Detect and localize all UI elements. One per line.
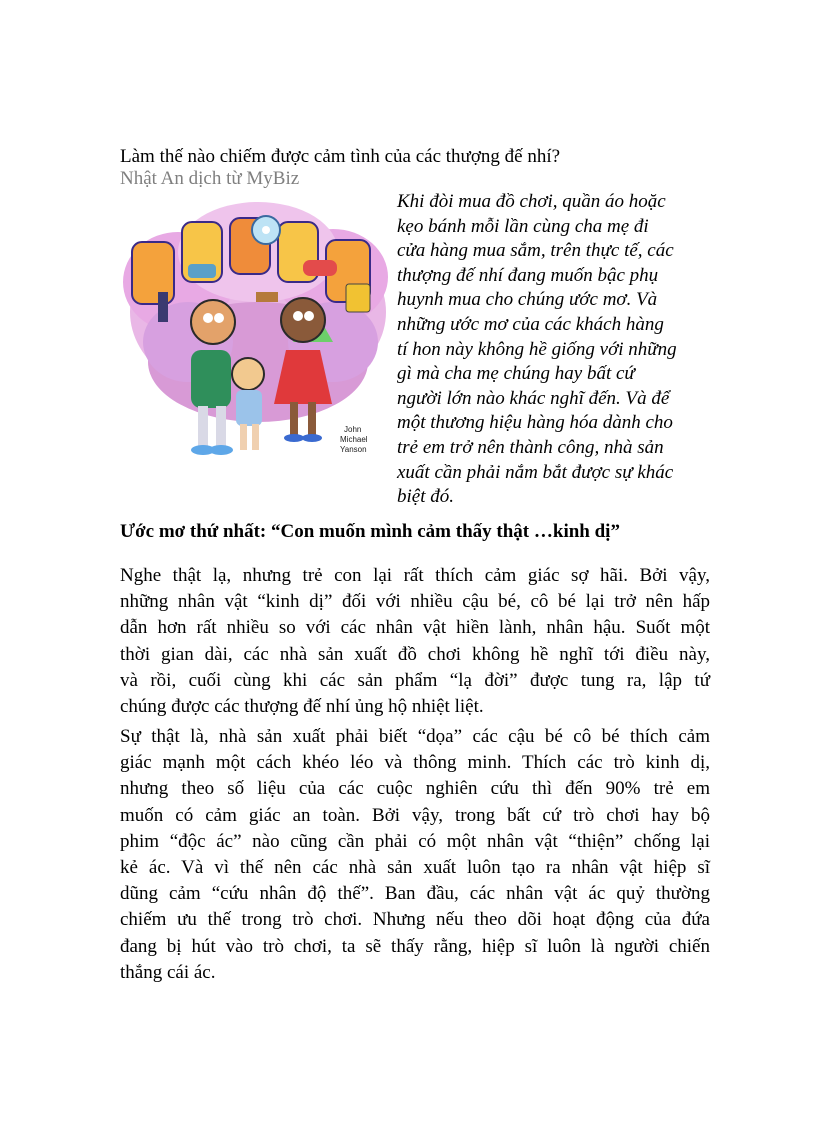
paragraph-line: nhưng theo số liệu của các cuộc nghiên cứu thì đến 90% trẻ em — [120, 778, 710, 800]
paragraph-line: phim “độc ác” nào cũng cần phải có một nhân vật “thiện” chống lại — [120, 830, 710, 852]
children-toys-illustration — [118, 192, 392, 468]
paragraph-line: thắng cái ác. — [120, 961, 216, 983]
illustration-drawing — [118, 192, 392, 468]
child-figure-left — [191, 300, 235, 455]
intro-line: tí hon này không hề giống với những — [397, 338, 677, 360]
signature-line-1: John — [344, 425, 362, 434]
body-paragraph-1 — [120, 563, 710, 720]
article-title: Làm thế nào chiếm được cảm tình của các thượng đế nhí? — [120, 146, 561, 167]
intro-line: gì mà cha mẹ chúng hay bất cứ — [397, 363, 635, 385]
article-byline: Nhật An dịch từ MyBiz — [120, 168, 300, 189]
paragraph-line: Sự thật là, nhà sản xuất phải biết “dọa” các cậu bé cô bé thích cảm — [120, 726, 710, 747]
paragraph-line: dẫn hơn rất nhiều so với các nhân vật hiền lành, nhân hậu. Suốt một — [120, 617, 710, 639]
paragraph-line: thời gian dài, các nhà sản xuất đồ chơi không hề nghĩ tới điều này, — [120, 643, 710, 665]
section-heading: Ước mơ thứ nhất: “Con muốn mình cảm thấy thật …kinh dị” — [120, 521, 620, 542]
body-paragraph-2 — [120, 724, 710, 986]
artist-signature — [340, 425, 368, 454]
intro-paragraph — [397, 190, 717, 510]
intro-line: cửa hàng mua sắm, trên thực tế, các — [397, 240, 674, 262]
paragraph-line: Nghe thật lạ, nhưng trẻ con lại rất thích cảm giác sợ hãi. Bởi vậy, — [120, 565, 710, 586]
paragraph-line: chiếm ưu thế trong trò chơi. Nhưng nếu theo dõi hoạt động của đứa — [120, 909, 710, 931]
child-figure-middle — [232, 358, 264, 450]
paragraph-line: đang bị hút vào trò chơi, ta sẽ thấy rằng, hiệp sĩ luôn là người chiến — [120, 935, 710, 957]
paragraph-line: và rồi, cuối cùng khi các sản phẩm “lạ đời” được tung ra, lập tứ — [120, 669, 710, 691]
intro-line: một thương hiệu hàng hóa dành cho — [397, 412, 673, 434]
paragraph-line: chúng được các thượng đế nhí ủng hộ nhiệt liệt. — [120, 696, 484, 718]
intro-line: những ước mơ của các khách hàng — [397, 313, 664, 335]
paragraph-line: dũng cảm “cứu nhân độ thế”. Ban đầu, các nhân vật ác quỷ thường — [120, 883, 710, 905]
intro-line: huynh mua cho chúng ước mơ. Và — [397, 289, 658, 311]
paragraph-line: giác mạnh một cách khéo léo và thông minh. Thích các trò kinh dị, — [120, 752, 710, 774]
intro-line: trẻ em trở nên thành công, nhà sản — [397, 436, 664, 458]
paragraph-line: những nhân vật “kinh dị” đối với nhiều cậu bé, cô bé lại trở nên hấp — [120, 591, 710, 613]
paragraph-line: muốn có cảm giác an toàn. Bởi vậy, trong bất cứ trò chơi hay bộ — [120, 804, 710, 826]
intro-line: thượng đế nhí đang muốn bậc phụ — [397, 264, 659, 286]
intro-line: Khi đòi mua đồ chơi, quần áo hoặc — [397, 191, 666, 212]
intro-line: xuất cần phải nắm bắt được sự khác — [397, 461, 674, 483]
paragraph-line: kẻ ác. Và vì thế nên các nhà sản xuất luôn tạo ra nhân vật hiệp sĩ — [120, 857, 710, 879]
signature-line-3: Yanson — [340, 445, 367, 454]
signature-line-2: Michael — [340, 435, 368, 444]
intro-line: biệt đó. — [397, 486, 454, 508]
intro-line: người lớn nào khác nghĩ đến. Và để — [397, 387, 670, 409]
intro-line: kẹo bánh mỗi lần cùng cha mẹ đi — [397, 215, 649, 237]
